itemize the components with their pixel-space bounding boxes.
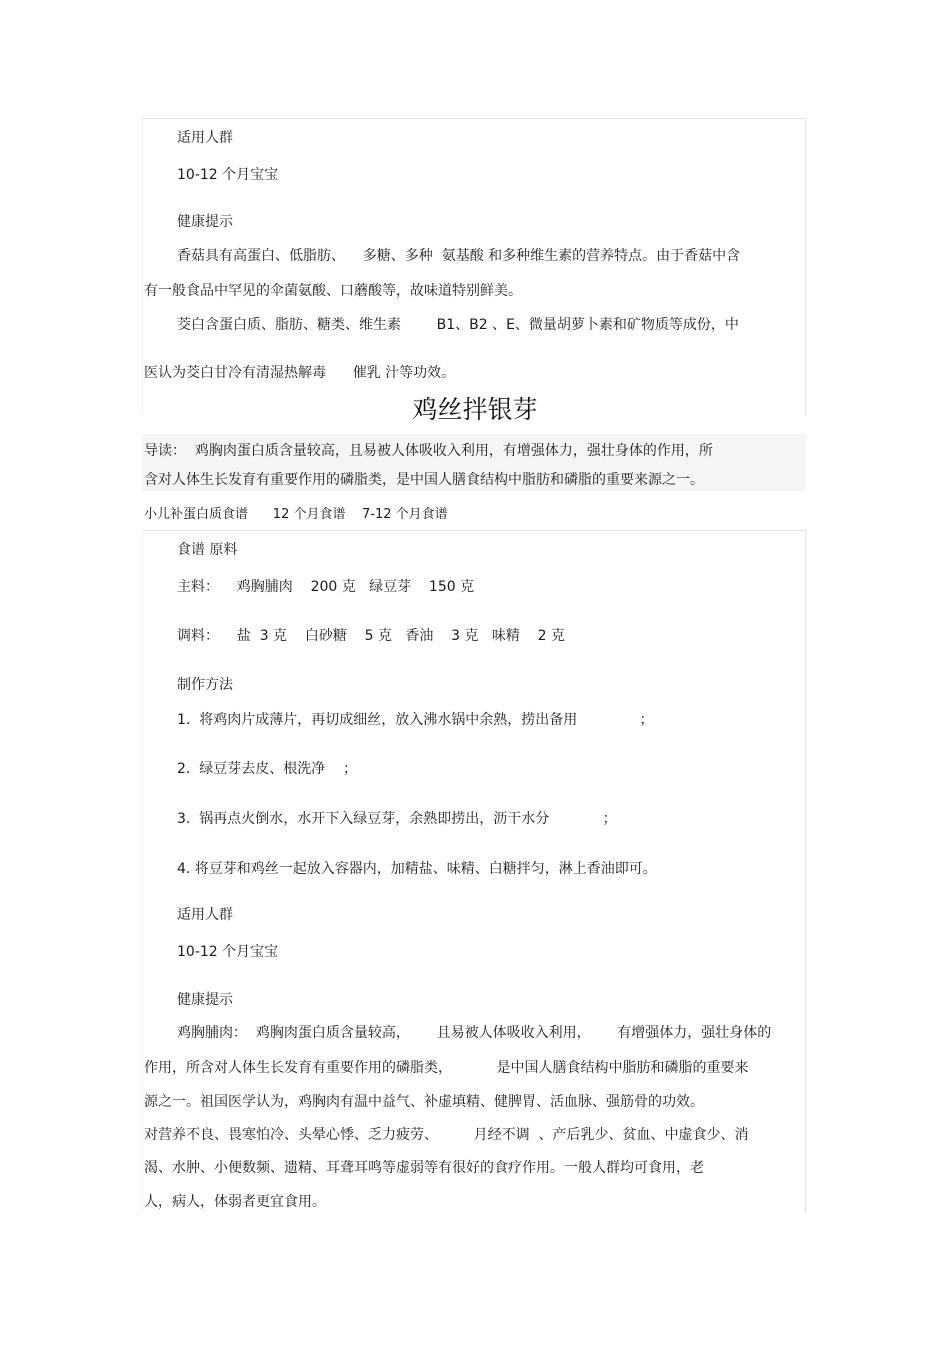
health-paragraph-1-line-1: 香菇具有高蛋白、低脂肪、 多糖、多种 氨基酸 和多种维生素的营养特点。由于香菇中含 <box>177 248 741 264</box>
audience-heading: 适用人群 <box>177 130 233 146</box>
recipe-title: 鸡丝拌银芽 <box>412 395 538 424</box>
health-heading-2: 健康提示 <box>177 992 233 1008</box>
health-paragraph-1-line-2: 有一般食品中罕见的伞菌氨酸、口蘑酸等，故味道特别鲜美。 <box>144 283 522 299</box>
method-step-3: 3. 锅再点火倒水，水开下入绿豆芽，余熟即捞出，沥干水分 ； <box>177 811 617 827</box>
seasonings: 调料： 盐 3 克 白砂糖 5 克 香油 3 克 味精 2 克 <box>177 628 566 644</box>
method-step-4: 4. 将豆芽和鸡丝一起放入容器内，加精盐、味精、白糖拌匀，淋上香油即可。 <box>177 861 657 877</box>
health-line-3: 源之一。祖国医学认为，鸡胸肉有温中益气、补虚填精、健脾胃、活血脉、强筋骨的功效。 <box>144 1094 704 1110</box>
recipe-tags[interactable]: 小儿补蛋白质食谱 12 个月食谱 7-12 个月食谱 <box>144 507 448 522</box>
health-paragraph-2-line-2: 医认为茭白甘冷有清湿热解毒 催乳 汁等功效。 <box>144 365 456 381</box>
health-line-6: 人，病人，体弱者更宜食用。 <box>144 1194 326 1210</box>
health-line-2: 作用，所含对人体生长发育有重要作用的磷脂类， 是中国人膳食结构中脂肪和磷脂的重要来 <box>144 1060 749 1076</box>
audience-value: 10-12 个月宝宝 <box>177 167 279 183</box>
health-line-5: 渴、水肿、小便数频、遗精、耳聋耳鸣等虚弱等有很好的食疗作用。一般人群均可食用，老 <box>144 1160 704 1176</box>
health-line-4: 对营养不良、畏寒怕冷、头晕心悸、乏力疲劳、 月经不调 、产后乳少、贫血、中虚食少、消 <box>144 1127 749 1143</box>
ingredients-heading: 食谱 原料 <box>177 542 238 558</box>
intro-line-1: 导读： 鸡胸肉蛋白质含量较高，且易被人体吸收入利用，有增强体力，强壮身体的作用，所 <box>144 443 713 459</box>
health-paragraph-2-line-1: 茭白含蛋白质、脂肪、糖类、维生素 B1、B2 、E、微量胡萝卜素和矿物质等成份，中 <box>177 317 739 333</box>
method-step-2: 2. 绿豆芽去皮、根洗净 ； <box>177 761 358 777</box>
audience-heading-2: 适用人群 <box>177 907 233 923</box>
audience-value-2: 10-12 个月宝宝 <box>177 944 279 960</box>
health-line-1: 鸡胸脯肉： 鸡胸肉蛋白质含量较高， 且易被人体吸收入利用， 有增强体力，强壮身体的 <box>177 1025 772 1041</box>
intro-line-2: 含对人体生长发育有重要作用的磷脂类，是中国人膳食结构中脂肪和磷脂的重要来源之一。 <box>144 472 704 488</box>
method-step-1: 1. 将鸡肉片成薄片，再切成细丝，放入沸水锅中余熟，捞出备用 ； <box>177 712 654 728</box>
method-heading: 制作方法 <box>177 677 233 693</box>
health-heading: 健康提示 <box>177 214 233 230</box>
main-ingredients: 主料： 鸡胸脯肉 200 克 绿豆芽 150 克 <box>177 579 475 595</box>
